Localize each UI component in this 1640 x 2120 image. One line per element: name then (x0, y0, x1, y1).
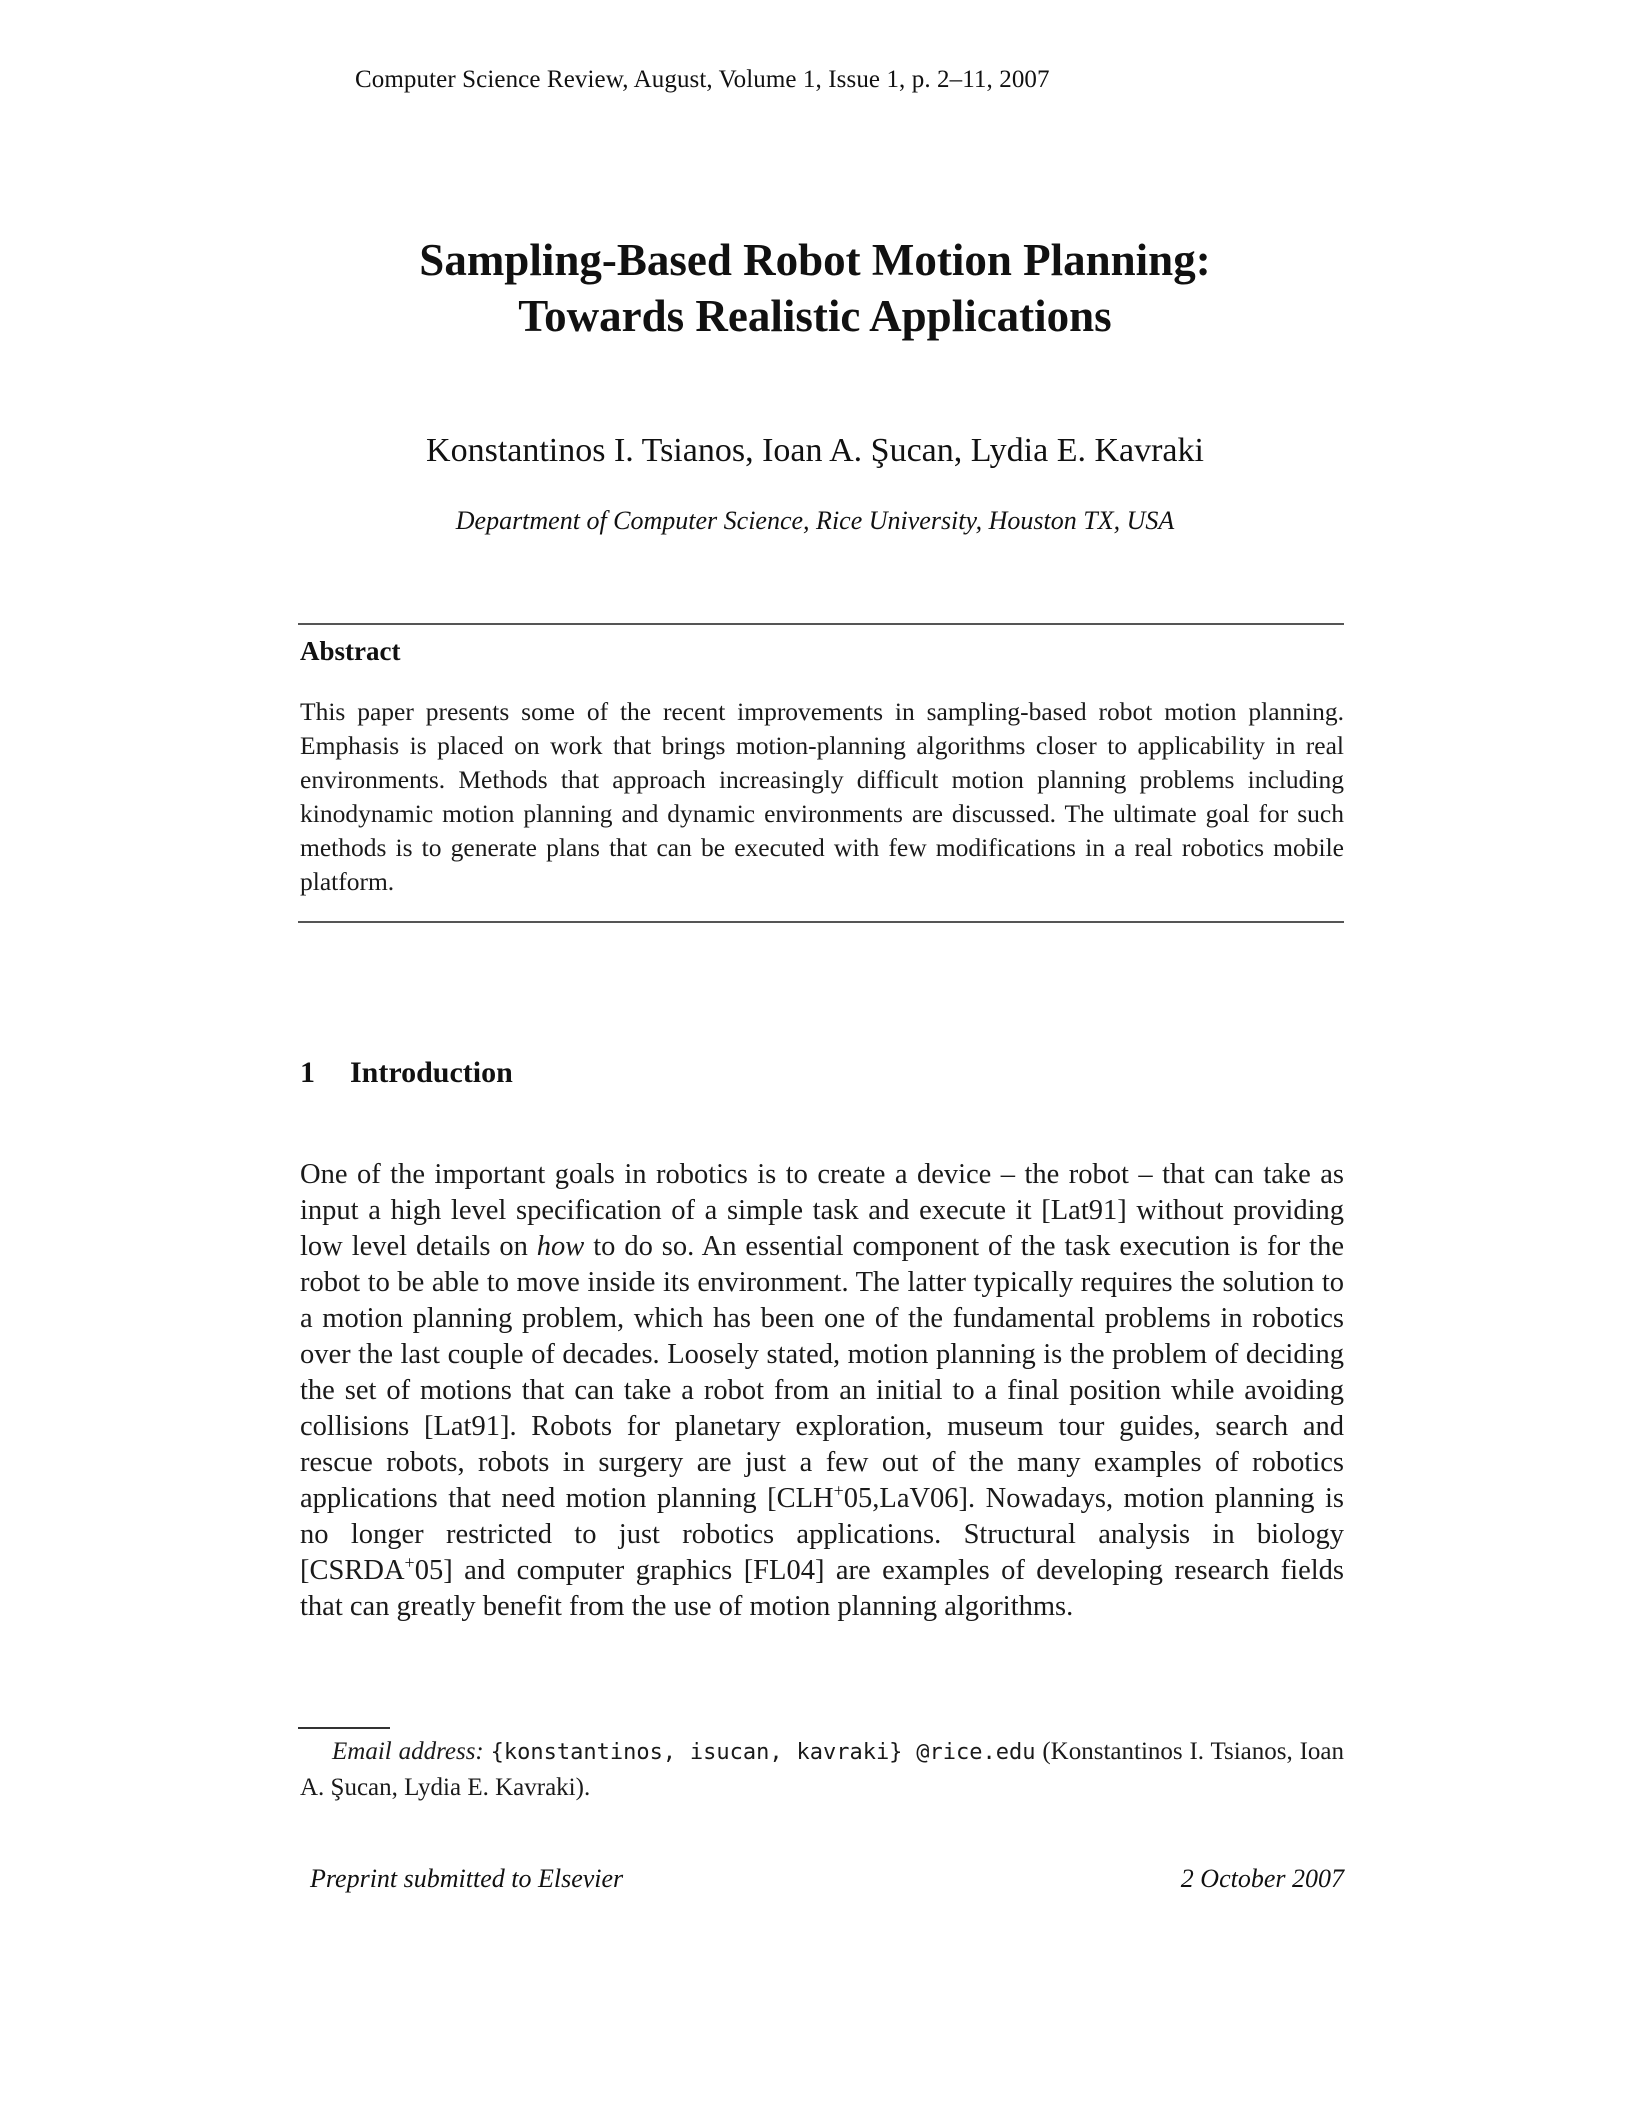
footer-preprint-note: Preprint submitted to Elsevier (310, 1864, 624, 1893)
author-list: Konstantinos I. Tsianos, Ioan A. Şucan, Lydia E. Kavraki (426, 432, 1204, 469)
section-title: Introduction (350, 1056, 513, 1089)
intro-text-part-1: One of the important goals in robotics is to create a device – the robot – that can take as input a high level specification of a simple task and execute it [Lat91] without providing low level details on (300, 1159, 1344, 1262)
abstract-text: This paper presents some of the recent improvements in sampling-based robot motion planning. Emphasis is placed on work that brings motion-planning algorithms closer to applicability in real environments. Methods that approach increasingly difficult motion planning problems including kinodynamic motion planning and dynamic environments are discussed. The ultimate goal for such methods is to generate plans that can be executed with few modifications in a real robotics mobile platform. (300, 697, 1344, 896)
intro-emphasis: how (536, 1231, 585, 1262)
abstract-heading: Abstract (300, 636, 401, 666)
running-head: Computer Science Review, August, Volume 1, Issue 1, p. 2–11, 2007 (355, 66, 1050, 93)
footnote (300, 1734, 1344, 1805)
footer-date: 2 October 2007 (1180, 1864, 1344, 1893)
abstract-bottom-rule (298, 921, 1344, 923)
intro-text-part-4: 05] and computer graphics [FL04] are examples of developing research fields that can greatly benefit from the use of motion planning algorithms. (300, 1555, 1344, 1622)
introduction-paragraph (300, 1157, 1344, 1625)
section-number: 1 (300, 1056, 315, 1089)
affiliation: Department of Computer Science, Rice University, Houston TX, USA (455, 506, 1175, 535)
intro-text-part-2: to do so. An essential component of the task execution is for the robot to be able to move inside its environment. The latter typically requires the solution to a motion planning problem, which has been one of the fundamental problems in robotics over the last couple of decades. Loosely stated, motion planning is the problem of deciding the set of motions that can take a robot from an initial to a final position while avoiding collisions [Lat91]. Robots for planetary exploration, museum tour guides, search and rescue robots, robots in surgery are just a few out of the many examples of robotics applications that need motion planning [CLH (300, 1231, 1345, 1514)
citation-superscript: + (404, 1552, 415, 1573)
footnote-rule (298, 1727, 390, 1729)
paper-title (300, 232, 1330, 344)
section-heading (300, 1056, 513, 1090)
email-addresses: {konstantinos, isucan, kavraki} @rice.edu (490, 1740, 1036, 1765)
citation-superscript: + (833, 1480, 844, 1501)
title-line-1: Sampling-Based Robot Motion Planning: (419, 235, 1211, 285)
footnote-names: (Konstantinos I. Tsianos, Ioan A. Şucan, Lydia E. Kavraki). (300, 1738, 1345, 1801)
title-line-2: Towards Realistic Applications (518, 291, 1112, 341)
intro-text-part-3: 05,LaV06]. Nowadays, motion planning is no longer restricted to just robotics applications. Structural analysis in biology [CSRDA (300, 1483, 1345, 1586)
abstract-top-rule (298, 623, 1344, 625)
footnote-label: Email address: (332, 1738, 484, 1765)
